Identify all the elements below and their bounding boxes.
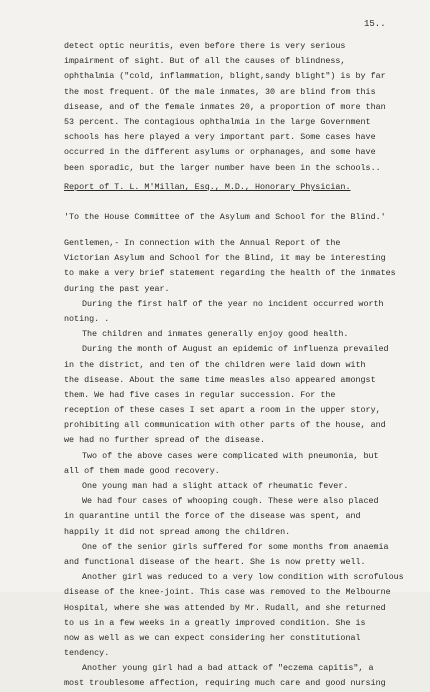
text-line: Gentlemen,- In connection with the Annual Report of the: [64, 238, 341, 248]
text-line: prohibiting all communication with other parts of the house, and: [64, 420, 386, 431]
text-line: One of the senior girls suffered for some months from anaemia: [82, 541, 389, 552]
text-line: Another young girl had a bad attack of "eczema capitis", a: [82, 663, 374, 674]
text-line: all of them made good recovery.: [64, 465, 220, 476]
text-line: Another girl was reduced to a very low condition with scrofulous: [82, 572, 404, 583]
report-heading: Report of T. L. M'Millan, Esq., M.D., Honorary Physician.: [64, 182, 351, 192]
text-line: We had four cases of whooping cough. These were also placed: [82, 496, 379, 507]
report-body: [64, 236, 404, 692]
text-line: One young man had a slight attack of rheumatic fever.: [82, 481, 349, 491]
text-line: the disease. About the same time measles also appeared amongst: [64, 374, 376, 385]
text-line: disease, and of the female inmates 20, a proportion of more than: [64, 101, 386, 112]
text-line: we had no further spread of the disease.: [64, 435, 266, 446]
text-line: in quarantine until the force of the disease was spent, and: [64, 511, 361, 522]
text-line: impairment of sight. But of all the causes of blindness,: [64, 56, 346, 67]
text-line: happily it did not spread among the children.: [64, 526, 291, 537]
text-line: noting. .: [64, 313, 110, 324]
text-line: reception of these cases I set apart a room in the upper story,: [64, 405, 381, 416]
text-line: tendency.: [64, 648, 110, 659]
text-line: 53 percent. The contagious ophthalmia in the large Government: [64, 116, 371, 127]
text-line: disease of the knee-joint. This case was removed to the Melbourne: [64, 587, 391, 598]
text-line: Two of the above cases were complicated with pneumonia, but: [82, 450, 379, 461]
text-line: in the district, and ten of the children were laid down with: [64, 359, 366, 370]
text-line: during the past year.: [64, 283, 170, 294]
text-line: them. We had five cases in regular succession. For the: [64, 389, 336, 400]
text-line: The children and inmates generally enjoy good health.: [82, 329, 349, 340]
text-line: During the month of August an epidemic of influenza prevailed: [82, 344, 389, 355]
text-line: to us in a few weeks in a greatly improved condition. She is: [64, 617, 366, 628]
text-line: occurred in the different asylums or orphanages, and some have: [64, 147, 376, 158]
text-line: now as well as we can expect considering her constitutional: [64, 632, 361, 643]
text-line: Hospital, where she was attended by Mr. Rudall, and she returned: [64, 602, 386, 613]
text-line: Victorian Asylum and School for the Blind, it may be interesting: [64, 253, 386, 264]
text-line: ophthalmia ("cold, inflammation, blight,sandy blight") is by far: [64, 71, 386, 82]
text-line: been sporadic, but the larger number have been in the schools..: [64, 162, 381, 173]
addressee-line: 'To the House Committee of the Asylum and School for the Blind.': [64, 212, 386, 222]
text-line: the most frequent. Of the male inmates, 30 are blind from this: [64, 86, 376, 97]
intro-paragraph: [64, 39, 404, 176]
text-line: During the first half of the year no incident occurred worth: [82, 298, 384, 309]
text-line: schools has here played a very important part. Some cases have: [64, 132, 376, 143]
text-line: and functional disease of the heart. She is now pretty well.: [64, 556, 366, 567]
text-line: most troublesome affection, requiring much care and good nursing: [64, 678, 386, 689]
page-number: 15..: [364, 19, 386, 29]
text-line: detect optic neuritis, even before there is very serious: [64, 41, 346, 51]
text-line: to make a very brief statement regarding the health of the inmates: [64, 268, 396, 279]
